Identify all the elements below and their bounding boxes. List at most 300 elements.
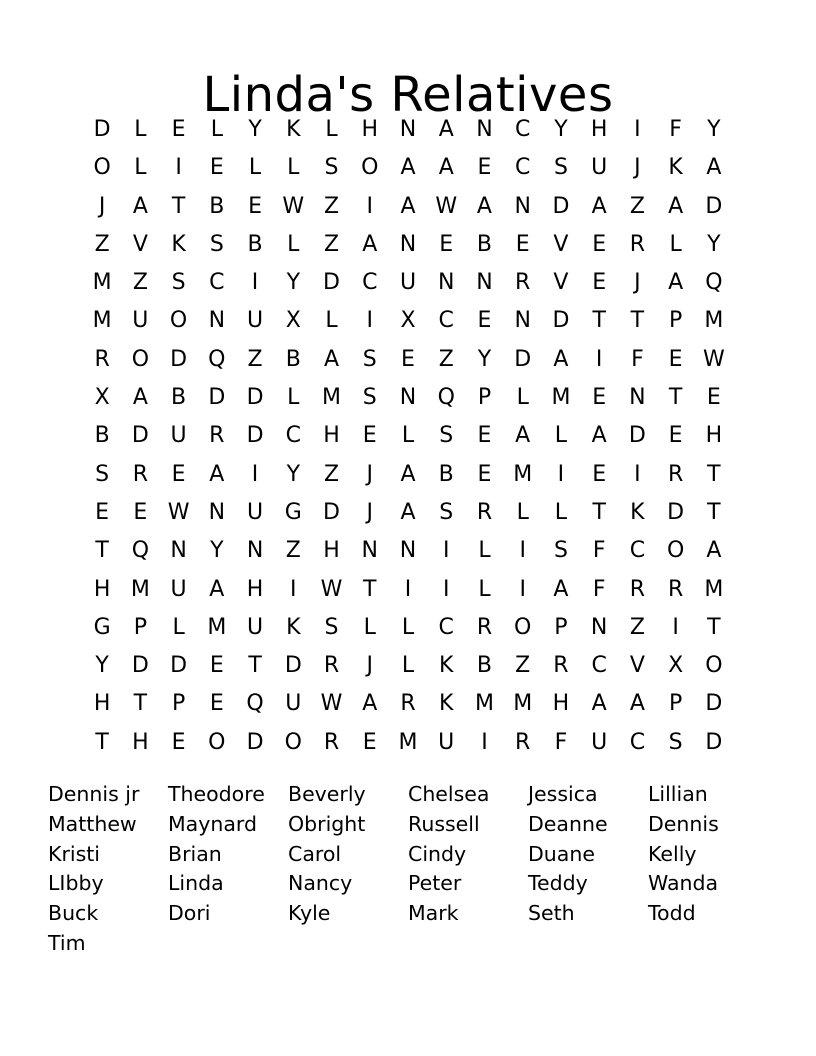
word-list-item: Obright xyxy=(288,811,366,836)
grid-letter: M xyxy=(513,691,533,717)
grid-letter: I xyxy=(366,193,373,219)
grid-letter: S xyxy=(362,346,377,372)
grid-letter: S xyxy=(324,155,339,181)
grid-letter: M xyxy=(92,270,112,296)
word-list-item: Jessica xyxy=(528,782,598,806)
grid-letter: D xyxy=(246,423,264,449)
grid-letter: M xyxy=(130,576,150,602)
grid-letter: D xyxy=(93,117,111,142)
grid-letter: S xyxy=(553,155,568,181)
grid-letter: N xyxy=(476,270,493,296)
grid-letter: I xyxy=(672,614,679,640)
word-list-item: Chelsea xyxy=(408,782,490,806)
grid-letter: D xyxy=(552,193,570,219)
word-list-item: Russell xyxy=(408,811,480,836)
grid-letter: N xyxy=(399,231,417,257)
grid-letter: N xyxy=(590,614,608,640)
grid-letter: K xyxy=(668,155,683,181)
grid-row xyxy=(83,341,733,379)
grid-letter: M xyxy=(704,576,724,602)
word-list-item: Todd xyxy=(648,901,696,926)
grid-letter: E xyxy=(209,155,224,181)
grid-letter: A xyxy=(515,423,531,449)
grid-letter: H xyxy=(93,576,111,602)
grid-letter: U xyxy=(170,576,187,602)
grid-letter: T xyxy=(95,538,109,564)
grid-letter: D xyxy=(514,346,532,372)
grid-letter: O xyxy=(169,308,188,334)
word-list-item: Lillian xyxy=(648,782,708,806)
grid-letter: Y xyxy=(95,653,109,679)
grid-letter: W xyxy=(167,499,190,525)
grid-letter: K xyxy=(286,117,301,142)
grid-letter: A xyxy=(553,576,569,602)
grid-letter: D xyxy=(323,499,340,525)
grid-letter: W xyxy=(435,193,458,219)
grid-letter: D xyxy=(131,423,149,449)
grid-letter: U xyxy=(591,155,608,181)
grid-letter: Q xyxy=(131,538,150,564)
grid-letter: T xyxy=(630,308,645,334)
grid-row xyxy=(83,724,733,762)
grid-letter: O xyxy=(705,653,723,679)
grid-letter: C xyxy=(629,729,646,755)
grid-letter: U xyxy=(247,499,264,525)
grid-letter: T xyxy=(668,385,683,411)
grid-letter: K xyxy=(439,653,454,679)
grid-letter: C xyxy=(629,538,646,564)
grid-letter: Y xyxy=(286,461,301,487)
grid-letter: G xyxy=(284,499,302,525)
word-list-item: Deanne xyxy=(528,811,608,836)
word-list-item: Peter xyxy=(408,871,462,896)
grid-letter: F xyxy=(554,729,568,755)
word-list-item: Brian xyxy=(168,841,222,866)
grid-row xyxy=(83,417,733,455)
grid-letter: R xyxy=(553,653,569,679)
grid-letter: R xyxy=(629,576,646,602)
grid-letter: S xyxy=(668,729,683,755)
grid-letter: A xyxy=(209,576,225,602)
grid-letter: D xyxy=(705,729,723,755)
grid-letter: R xyxy=(667,461,684,487)
grid-row xyxy=(83,532,733,570)
grid-letter: Q xyxy=(246,691,264,717)
grid-letter: P xyxy=(133,614,147,640)
grid-letter: N xyxy=(170,538,187,564)
grid-letter: E xyxy=(592,385,607,411)
grid-letter: A xyxy=(438,117,454,142)
grid-letter: L xyxy=(669,231,682,257)
grid-row xyxy=(83,111,733,149)
grid-letter: L xyxy=(287,231,300,257)
grid-letter: R xyxy=(629,231,646,257)
grid-letter: N xyxy=(399,117,417,142)
grid-letter: D xyxy=(323,270,340,296)
grid-letter: E xyxy=(171,117,186,142)
grid-letter: F xyxy=(592,576,606,602)
grid-letter: A xyxy=(400,499,416,525)
grid-letter: B xyxy=(476,653,492,679)
grid-letter: E xyxy=(171,729,186,755)
grid-row xyxy=(83,379,733,417)
grid-letter: L xyxy=(172,614,185,640)
grid-letter: L xyxy=(554,499,568,525)
grid-letter: P xyxy=(554,614,568,640)
word-list xyxy=(48,780,768,959)
grid-letter: S xyxy=(362,385,377,411)
grid-letter: S xyxy=(95,461,110,487)
grid-letter: J xyxy=(634,155,641,181)
grid-row xyxy=(83,264,733,302)
grid-letter: E xyxy=(477,308,492,334)
grid-letter: L xyxy=(516,385,529,411)
grid-letter: L xyxy=(554,423,568,449)
word-list-item: Kyle xyxy=(288,901,331,926)
grid-letter: I xyxy=(251,270,259,296)
grid-letter: L xyxy=(478,538,491,564)
grid-letter: A xyxy=(438,155,454,181)
grid-letter: S xyxy=(171,270,186,296)
grid-letter: D xyxy=(208,385,226,411)
grid-letter: C xyxy=(591,653,607,679)
grid-letter: K xyxy=(630,499,645,525)
grid-letter: I xyxy=(557,461,565,487)
grid-letter: A xyxy=(591,691,607,717)
grid-letter: I xyxy=(595,346,603,372)
grid-letter: M xyxy=(207,614,227,640)
grid-letter: S xyxy=(439,423,454,449)
grid-letter: R xyxy=(515,270,531,296)
grid-letter: K xyxy=(171,231,186,257)
grid-letter: E xyxy=(477,155,492,181)
grid-letter: E xyxy=(248,193,262,219)
grid-letter: H xyxy=(552,691,570,717)
grid-letter: T xyxy=(95,729,109,755)
grid-letter: N xyxy=(208,308,226,334)
grid-letter: T xyxy=(133,691,148,717)
grid-letter: M xyxy=(398,729,418,755)
grid-letter: O xyxy=(666,538,685,564)
word-list-item: Teddy xyxy=(528,871,588,896)
grid-letter: M xyxy=(513,461,533,487)
word-list-item: Beverly xyxy=(288,782,366,806)
grid-letter: Z xyxy=(247,346,263,372)
grid-letter: A xyxy=(706,538,722,564)
grid-letter: T xyxy=(707,499,721,525)
grid-letter: X xyxy=(668,653,684,679)
grid-letter: P xyxy=(477,385,492,411)
grid-letter: W xyxy=(702,346,725,372)
grid-letter: D xyxy=(170,346,188,372)
grid-letter: H xyxy=(132,729,149,755)
grid-letter: D xyxy=(131,653,149,679)
grid-letter: I xyxy=(481,729,488,755)
grid-letter: R xyxy=(132,461,148,487)
grid-row xyxy=(83,494,733,532)
grid-letter: O xyxy=(131,346,150,372)
grid-letter: A xyxy=(668,270,684,296)
grid-letter: E xyxy=(95,499,110,525)
grid-letter: I xyxy=(442,538,450,564)
grid-letter: Z xyxy=(285,538,301,564)
grid-letter: H xyxy=(361,117,379,142)
grid-letter: N xyxy=(514,193,531,219)
grid-letter: Y xyxy=(286,270,301,296)
grid-letter: P xyxy=(171,691,186,717)
grid-letter: B xyxy=(476,231,492,257)
grid-letter: Z xyxy=(323,231,340,257)
grid-letter: R xyxy=(667,576,684,602)
grid-letter: A xyxy=(668,193,684,219)
grid-letter: T xyxy=(707,614,721,640)
grid-letter: R xyxy=(94,346,110,372)
grid-letter: D xyxy=(705,691,723,717)
grid-letter: Y xyxy=(707,231,721,257)
word-list-item: Cindy xyxy=(408,841,467,866)
grid-letter: E xyxy=(668,346,683,372)
grid-letter: J xyxy=(366,653,373,679)
grid-letter: C xyxy=(515,117,531,142)
grid-letter: T xyxy=(363,576,377,602)
grid-letter: Y xyxy=(477,346,492,372)
grid-letter: E xyxy=(592,231,607,257)
grid-letter: M xyxy=(551,385,571,411)
grid-letter: E xyxy=(362,729,377,755)
grid-letter: Z xyxy=(438,346,454,372)
word-list-item: Nancy xyxy=(288,871,353,896)
grid-letter: Y xyxy=(707,117,721,142)
grid-letter: Q xyxy=(208,346,226,372)
grid-letter: R xyxy=(209,423,225,449)
grid-row xyxy=(83,302,733,340)
grid-letter: Q xyxy=(705,270,723,296)
grid-letter: A xyxy=(362,231,378,257)
grid-letter: T xyxy=(592,499,606,525)
grid-letter: P xyxy=(668,308,683,334)
grid-letter: B xyxy=(438,461,454,487)
grid-letter: D xyxy=(705,193,723,219)
word-list-item: Buck xyxy=(48,901,99,926)
grid-letter: A xyxy=(323,346,340,372)
grid-letter: E xyxy=(133,499,148,525)
grid-letter: Z xyxy=(94,231,110,257)
grid-letter: Y xyxy=(210,538,224,564)
grid-letter: H xyxy=(590,117,608,142)
grid-letter: T xyxy=(248,653,262,679)
grid-letter: M xyxy=(322,385,342,411)
grid-letter: L xyxy=(363,614,376,640)
grid-letter: E xyxy=(362,423,377,449)
grid-letter: X xyxy=(400,308,416,334)
grid-letter: T xyxy=(707,461,721,487)
grid-letter: W xyxy=(320,576,343,602)
grid-letter: E xyxy=(209,653,224,679)
grid-letter: R xyxy=(400,691,416,717)
grid-letter: K xyxy=(286,614,301,640)
grid-letter: O xyxy=(208,729,226,755)
grid-letter: D xyxy=(246,385,264,411)
grid-letter: T xyxy=(592,308,606,334)
grid-letter: S xyxy=(324,614,339,640)
grid-letter: I xyxy=(366,308,373,334)
grid-letter: M xyxy=(92,308,112,334)
grid-letter: I xyxy=(251,461,259,487)
grid-letter: L xyxy=(287,385,300,411)
word-list-item: Dennis jr xyxy=(48,782,140,806)
grid-row xyxy=(83,685,733,723)
grid-letter: R xyxy=(515,729,531,755)
grid-letter: N xyxy=(629,385,646,411)
grid-letter: G xyxy=(93,614,111,640)
grid-letter: S xyxy=(209,231,224,257)
grid-row xyxy=(83,456,733,494)
grid-letter: E xyxy=(401,346,415,372)
grid-letter: C xyxy=(438,614,454,640)
grid-letter: E xyxy=(439,231,454,257)
grid-letter: U xyxy=(247,614,264,640)
word-list-item: Linda xyxy=(168,871,224,896)
word-list-item: Kristi xyxy=(48,841,100,866)
grid-row xyxy=(83,226,733,264)
grid-letter: Z xyxy=(629,614,645,640)
grid-letter: R xyxy=(323,653,340,679)
grid-letter: I xyxy=(404,576,412,602)
grid-letter: V xyxy=(553,231,569,257)
grid-letter: U xyxy=(591,729,608,755)
word-list-item: Carol xyxy=(288,841,342,866)
grid-letter: W xyxy=(320,691,343,717)
grid-letter: N xyxy=(208,499,226,525)
grid-letter: A xyxy=(209,461,225,487)
grid-letter: H xyxy=(93,691,111,717)
grid-letter: N xyxy=(399,538,417,564)
grid-letter: D xyxy=(170,653,188,679)
grid-letter: M xyxy=(474,691,494,717)
grid-letter: U xyxy=(170,423,187,449)
grid-letter: O xyxy=(514,614,532,640)
grid-letter: H xyxy=(323,538,340,564)
grid-row xyxy=(83,609,733,647)
word-list-item: Wanda xyxy=(648,871,719,896)
grid-row xyxy=(83,647,733,685)
grid-letter: H xyxy=(705,423,723,449)
grid-letter: Z xyxy=(323,461,340,487)
grid-letter: Z xyxy=(629,193,645,219)
grid-letter: D xyxy=(284,653,302,679)
grid-letter: H xyxy=(323,423,340,449)
grid-letter: A xyxy=(400,461,416,487)
grid-letter: Z xyxy=(323,193,340,219)
grid-letter: D xyxy=(246,729,264,755)
grid-letter: I xyxy=(290,576,297,602)
grid-letter: B xyxy=(285,346,301,372)
grid-letter: L xyxy=(134,155,147,181)
word-list-item: Seth xyxy=(528,901,575,926)
grid-letter: J xyxy=(98,193,106,219)
grid-letter: L xyxy=(210,117,223,142)
grid-letter: R xyxy=(476,614,493,640)
word-list-item: Kelly xyxy=(648,841,697,866)
grid-letter: I xyxy=(519,538,526,564)
word-list-item: Tim xyxy=(48,930,86,955)
grid-letter: L xyxy=(287,155,300,181)
grid-letter: U xyxy=(438,729,455,755)
grid-letter: B xyxy=(209,193,225,219)
grid-letter: E xyxy=(706,385,721,411)
grid-letter: U xyxy=(132,308,149,334)
grid-letter: C xyxy=(515,155,531,181)
grid-letter: N xyxy=(514,308,531,334)
grid-letter: L xyxy=(325,308,338,334)
grid-row xyxy=(83,188,733,226)
word-list-item: Dennis xyxy=(648,811,719,836)
grid-letter: A xyxy=(132,385,148,411)
grid-letter: R xyxy=(476,499,493,525)
grid-letter: J xyxy=(366,461,373,487)
word-list-item: Mark xyxy=(408,901,459,926)
grid-letter: S xyxy=(439,499,454,525)
grid-letter: W xyxy=(282,193,305,219)
grid-letter: C xyxy=(209,270,225,296)
grid-letter: A xyxy=(591,193,607,219)
grid-letter: B xyxy=(247,231,263,257)
grid-letter: C xyxy=(438,308,454,334)
grid-letter: E xyxy=(592,270,607,296)
grid-letter: A xyxy=(591,423,607,449)
grid-letter: H xyxy=(246,576,264,602)
grid-letter: J xyxy=(366,499,373,525)
grid-row xyxy=(83,571,733,609)
grid-letter: A xyxy=(629,691,645,717)
grid-letter: L xyxy=(478,576,491,602)
grid-letter: I xyxy=(634,117,641,142)
grid-letter: B xyxy=(171,385,187,411)
grid-letter: X xyxy=(94,385,110,411)
grid-letter: F xyxy=(669,117,682,142)
grid-letter: K xyxy=(439,691,454,717)
puzzle-title: Linda's Relatives xyxy=(202,67,614,124)
grid-letter: U xyxy=(399,270,417,296)
word-list-item: Maynard xyxy=(168,811,258,836)
grid-letter: O xyxy=(93,155,111,181)
grid-letter: E xyxy=(171,461,186,487)
grid-letter: A xyxy=(706,155,722,181)
grid-letter: E xyxy=(668,423,683,449)
grid-letter: V xyxy=(629,653,645,679)
grid-letter: E xyxy=(477,423,492,449)
grid-letter: Y xyxy=(554,117,568,142)
grid-letter: V xyxy=(132,231,148,257)
grid-letter: N xyxy=(437,270,455,296)
grid-letter: S xyxy=(553,538,568,564)
word-list-item: LIbby xyxy=(48,871,104,896)
grid-letter: L xyxy=(401,653,415,679)
grid-letter: I xyxy=(442,576,450,602)
grid-letter: U xyxy=(247,308,264,334)
grid-letter: L xyxy=(401,614,415,640)
grid-letter: Z xyxy=(515,653,531,679)
grid-letter: I xyxy=(634,461,641,487)
grid-letter: N xyxy=(476,117,493,142)
grid-letter: A xyxy=(553,346,569,372)
word-list-item: Theodore xyxy=(168,782,265,806)
grid-letter: N xyxy=(246,538,264,564)
grid-letter: D xyxy=(552,308,570,334)
grid-letter: L xyxy=(248,155,262,181)
grid-letter: A xyxy=(400,155,416,181)
grid-letter: L xyxy=(401,423,415,449)
